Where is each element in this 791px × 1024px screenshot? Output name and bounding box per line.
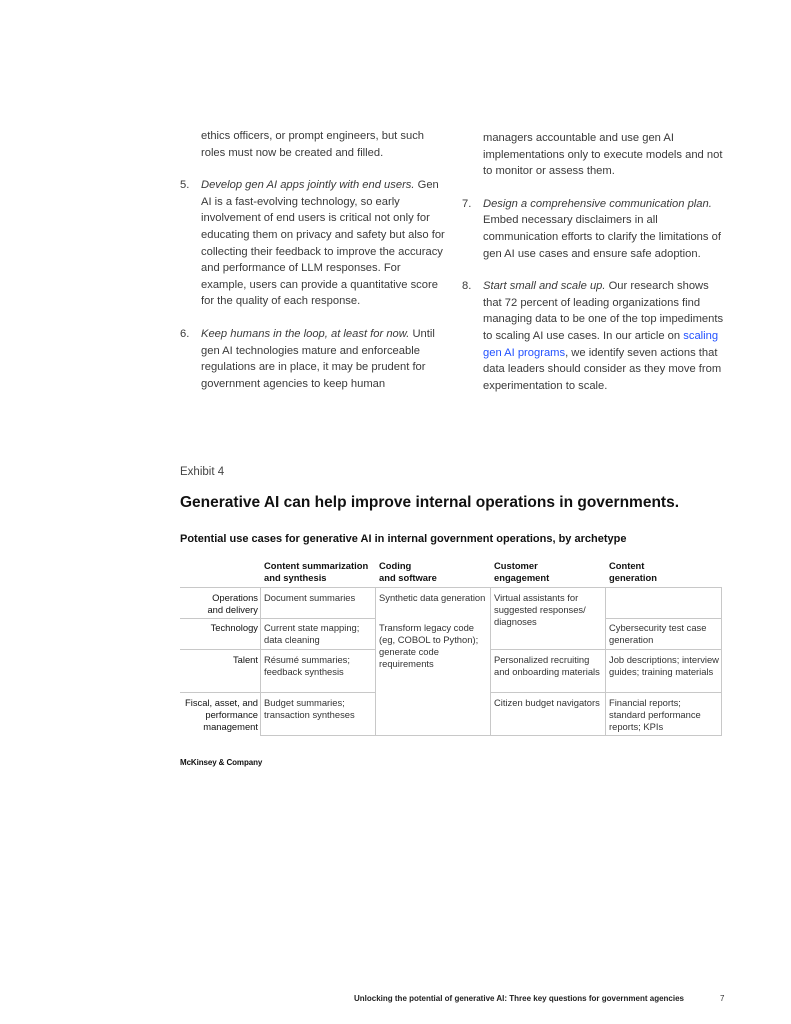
cell-tech-generation: Cybersecurity test case generation (609, 622, 707, 645)
column-header-coding (379, 560, 437, 584)
list-item-heading: Design a comprehensive communication plan. (483, 197, 712, 210)
cell-talent-generation: Job descriptions; interview guides; training materials (609, 654, 719, 677)
list-item-number: 6. (180, 327, 190, 340)
list-item-body: Gen AI is a fast-evolving technology, so early involvement of end users is critical not only for educating them on privacy and safety but also for collecting their feedback to improve the accuracy and performance of LLM responses. For example, users can provide a quantitative score for the quality of each response. (201, 179, 445, 308)
column-header-content-summarization (264, 560, 368, 584)
left-text-column (180, 128, 448, 392)
row-label-line: management (203, 721, 258, 732)
row-label-technology (168, 622, 258, 634)
right-text-column (462, 130, 730, 394)
row-label-talent (168, 654, 258, 666)
use-case-table (180, 560, 722, 736)
cell-ops-content: Document summaries (264, 592, 356, 603)
list-item-body-end: , we identify seven actions that data leaders should consider as they move from experimentation to scale. (483, 346, 722, 392)
cell-tech-content: Current state mapping; data cleaning (264, 622, 360, 645)
row-divider (605, 618, 722, 619)
cell-ops-customer: Virtual assistants for suggested responses/ diagnoses (494, 592, 586, 627)
cell-fiscal-generation: Financial reports; standard performance reports; KPIs (609, 697, 701, 732)
list-item-5 (180, 177, 448, 310)
column-header-line: generation (609, 572, 657, 583)
list-item-number: 7. (462, 197, 472, 210)
column-divider (260, 587, 261, 736)
row-divider (180, 649, 375, 650)
row-label-line: performance (205, 709, 258, 720)
cell-fiscal-customer: Citizen budget navigators (494, 697, 600, 708)
exhibit-subtitle: Potential use cases for generative AI in internal government operations, by archetype (180, 533, 627, 545)
cell-talent-customer: Personalized recruiting and onboarding materials (494, 654, 600, 677)
row-divider (260, 735, 722, 736)
cell-tech-coding: Transform legacy code (eg, COBOL to Python); generate code requirements (379, 622, 479, 669)
list-item-body: Until gen AI technologies mature and enforceable regulations are in place, it may be prudent for government agencies to keep human (201, 327, 435, 390)
row-label-fiscal (168, 697, 258, 733)
list-item-number: 8. (462, 280, 472, 293)
list-item-heading: Develop gen AI apps jointly with end users. (201, 179, 415, 192)
row-label-line: Operations (212, 592, 258, 603)
column-divider (721, 587, 722, 736)
column-header-content-generation (609, 560, 657, 584)
row-divider (490, 692, 722, 693)
cell-talent-content: Résumé summaries; feedback synthesis (264, 654, 350, 677)
page-number: 7 (720, 994, 725, 1003)
continued-paragraph: managers accountable and use gen AI implementations only to execute models and not to monitor or assess them. (483, 132, 723, 178)
exhibit-title: Generative AI can help improve internal operations in governments. (180, 494, 679, 511)
exhibit-label: Exhibit 4 (180, 466, 225, 478)
list-item-7 (462, 196, 730, 262)
row-divider (490, 649, 722, 650)
list-item-8 (462, 278, 730, 394)
row-divider (180, 587, 260, 588)
list-item-6 (180, 326, 448, 392)
row-label-operations (168, 592, 258, 616)
column-header-line: Customer (494, 560, 538, 571)
column-header-line: Coding (379, 560, 412, 571)
column-header-customer-engagement (494, 560, 549, 584)
row-label-line: Talent (232, 654, 258, 665)
column-header-line: Content (609, 560, 645, 571)
column-divider (490, 587, 491, 736)
list-item-body: Embed necessary disclaimers in all communication efforts to clarify the limitations of gen AI use cases and ensure safe adoption. (483, 214, 721, 260)
list-item-heading: Start small and scale up. (483, 280, 606, 293)
list-item-heading: Keep humans in the loop, at least for now. (201, 327, 410, 340)
list-item-body: Our research shows that 72 percent of leading organizations find managing data to be one of the top impediments to scaling AI use cases. In our article on (483, 280, 724, 342)
row-divider (260, 587, 722, 588)
row-label-line: Technology (210, 622, 258, 633)
column-header-line: and software (379, 572, 437, 583)
continued-paragraph (180, 128, 448, 161)
column-divider (375, 587, 376, 736)
cell-ops-coding: Synthetic data generation (379, 592, 486, 603)
row-label-line: Fiscal, asset, and (185, 697, 258, 708)
column-header-line: engagement (494, 572, 550, 583)
column-header-line: and synthesis (264, 572, 327, 583)
list-item-number: 5. (180, 179, 190, 192)
row-divider (180, 692, 375, 693)
source-logo-text: McKinsey & Company (180, 758, 263, 767)
scaling-programs-link[interactable]: scaling gen AI programs (483, 329, 719, 359)
continued-line-1: ethics officers, or prompt engineers, but such (201, 130, 425, 142)
row-divider (180, 618, 375, 619)
column-header-line: Content summarization (264, 560, 369, 571)
cell-fiscal-content: Budget summaries; transaction syntheses (264, 697, 355, 720)
footer-title: Unlocking the potential of generative AI: Three key questions for government agencies (354, 994, 684, 1003)
column-divider (605, 587, 606, 736)
row-label-line: and delivery (207, 604, 258, 615)
continued-line-2: roles must now be created and filled. (201, 146, 384, 159)
